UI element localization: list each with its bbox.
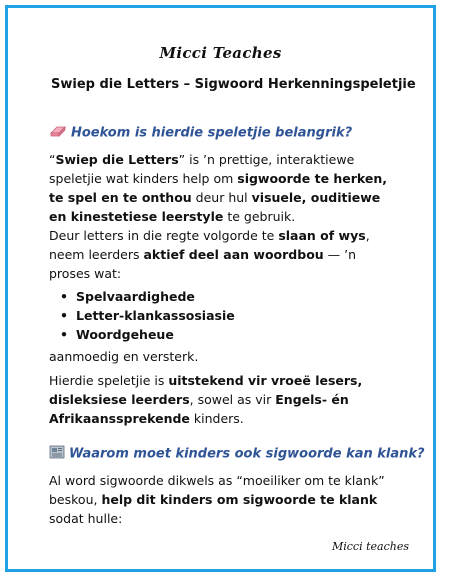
skills-list [60,287,235,344]
signature: Micci teaches [331,540,409,553]
paragraph-letters: Deur letters in die regte volgorde te slaan of wys, neem leerders aktief deel aan woordbou — ’n proses wat: [49,228,370,281]
document-page [5,5,436,572]
eraser-icon [49,125,67,141]
section-heading-text: Hoekom is hierdie speletjie belangrik? [71,125,353,141]
paragraph-encourage: aanmoedig en versterk. [49,349,199,364]
list-item: • Spelvaardighede [60,287,235,306]
paragraph-audience: Hierdie speletjie is uitstekend vir vroeë lesers, disleksiese leerders, sowel as vir Engels- én Afrikaanssprekende kinders. [49,373,363,426]
section-heading-importance [49,125,352,141]
document-title: Swiep die Letters – Sigwoord Herkenningspeletjie [51,77,416,92]
section-heading-text: Waarom moet kinders ook sigwoorde kan klank? [69,446,425,462]
paragraph-sounding: Al word sigwoorde dikwels as “moeiliker om te klank” beskou, help dit kinders om sigwoorde te klank sodat hulle: [49,473,385,526]
list-item: • Letter-klankassosiasie [60,306,235,325]
newspaper-icon [49,445,65,463]
list-item: • Woordgeheue [60,325,235,344]
section-heading-sounding [49,445,425,463]
brand-name: Micci Teaches [159,44,282,62]
paragraph-intro: “Swiep die Letters” is ’n prettige, interaktiewe speletjie wat kinders help om sigwoorde te herken, te spel en te onthou deur hul visuele, ouditiewe en kinestetiese leerstyle te gebruik. [49,152,388,224]
